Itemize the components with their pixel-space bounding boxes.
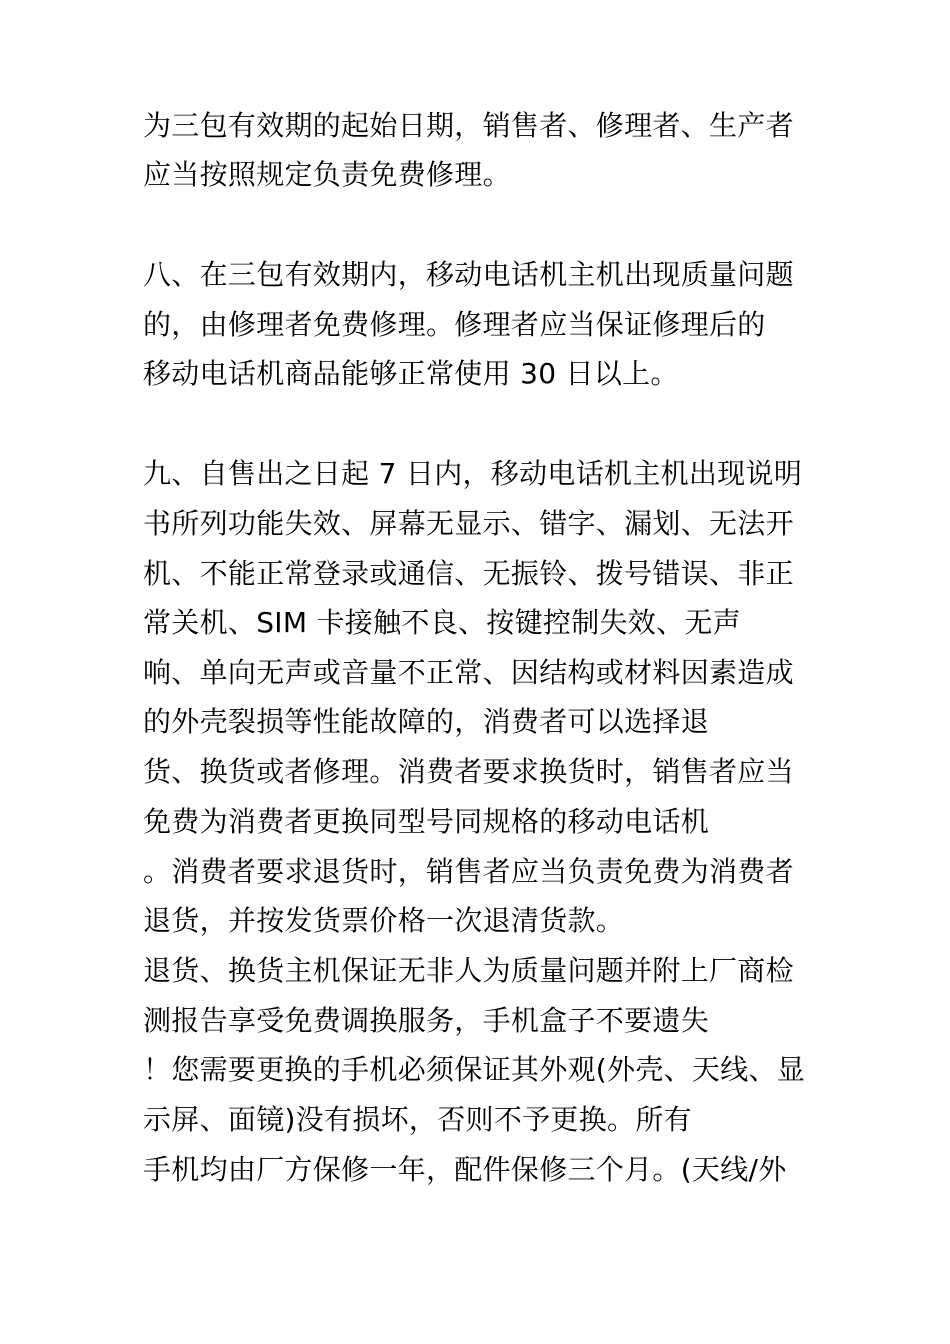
- text-line: 应当按照规定负责免费修理。: [143, 158, 511, 191]
- text-line: 机、不能正常登录或通信、无振铃、拨号错误、非正: [143, 557, 794, 590]
- text-line: 退货、换货主机保证无非人为质量问题并附上厂商检: [143, 954, 794, 987]
- text-line: 移动电话机商品能够正常使用 30 日以上。: [143, 357, 679, 390]
- text-line: 货、换货或者修理。消费者要求换货时，销售者应当: [143, 755, 794, 788]
- text-line: 常关机、SIM 卡接触不良、按键控制失效、无声: [143, 606, 741, 639]
- text-line: 九、自售出之日起 7 日内，移动电话机主机出现说明: [143, 457, 803, 490]
- text-line: 免费为消费者更换同型号同规格的移动电话机: [143, 805, 710, 838]
- text-line: 示屏、面镜)没有损坏，否则不予更换。所有: [143, 1103, 692, 1136]
- text-line: 书所列功能失效、屏幕无显示、错字、漏划、无法开: [143, 507, 794, 540]
- text-line: 八、在三包有效期内，移动电话机主机出现质量问题: [143, 258, 794, 291]
- text-line: 的，由修理者免费修理。修理者应当保证修理后的: [143, 308, 766, 341]
- text-line: 为三包有效期的起始日期，销售者、修理者、生产者: [143, 109, 794, 142]
- text-line: ！您需要更换的手机必须保证其外观(外壳、天线、显: [143, 1053, 806, 1086]
- text-line: 响、单向无声或音量不正常、因结构或材料因素造成: [143, 656, 794, 689]
- text-line: 的外壳裂损等性能故障的，消费者可以选择退: [143, 705, 710, 738]
- text-line: 退货，并按发货票价格一次退清货款。: [143, 904, 625, 937]
- text-line: 测报告享受免费调换服务，手机盒子不要遗失: [143, 1004, 710, 1037]
- text-line: 手机均由厂方保修一年，配件保修三个月。(天线/外: [143, 1153, 787, 1186]
- text-line: 。消费者要求退货时，销售者应当负责免费为消费者: [143, 855, 794, 888]
